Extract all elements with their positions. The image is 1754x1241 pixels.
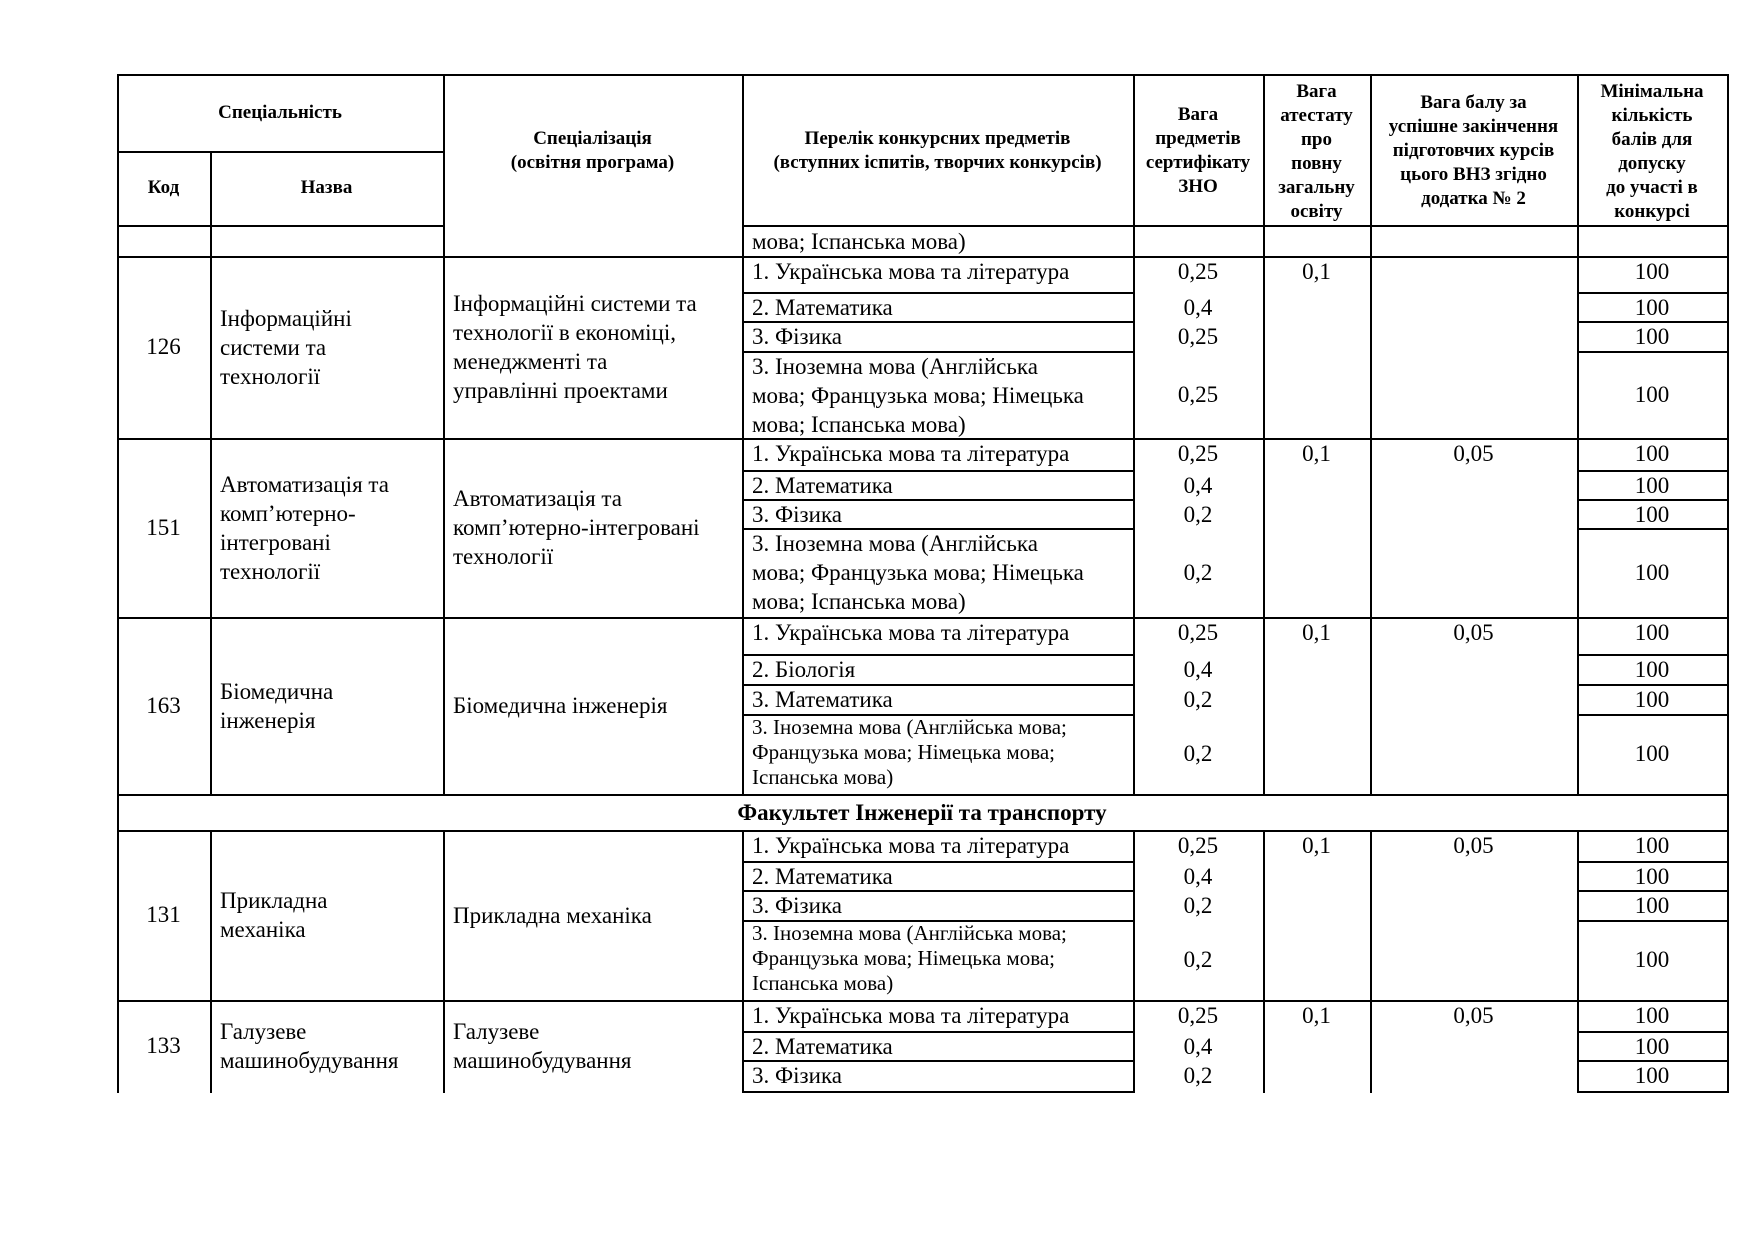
table-rule (1370, 256, 1372, 440)
subject-item: 2. Математика (752, 473, 893, 498)
table-rule (1263, 617, 1265, 796)
min-score: 100 (1634, 833, 1670, 858)
min-score: 100 (1634, 502, 1670, 527)
table-rule (1133, 256, 1135, 440)
table-rule (117, 830, 119, 1002)
table-rule (443, 438, 445, 619)
table-rule (1577, 714, 1729, 716)
table-rule (1133, 225, 1135, 258)
table-rule (742, 617, 744, 796)
zno-weight: 0,4 (1183, 295, 1213, 320)
table-rule (117, 225, 119, 258)
table-rule (1577, 225, 1579, 258)
zno-weight: 0,2 (1183, 893, 1213, 918)
specialty-name: Інформаційні системи та технології (220, 305, 352, 389)
table-rule (1577, 256, 1579, 440)
zno-weight: 0,25 (1177, 1003, 1219, 1028)
specialty-code: 126 (146, 334, 181, 359)
table-rule (210, 830, 212, 1002)
carryover-text: мова; Іспанська мова) (752, 229, 966, 254)
specialty-code: 133 (146, 1032, 181, 1058)
subject-item: 3. Іноземна мова (Англійська мова; Французька мова; Німецька мова; Іспанська мова) (752, 531, 1084, 614)
zno-weight: 0,25 (1177, 620, 1219, 645)
subject-item: 2. Математика (752, 295, 893, 320)
zno-weight: 0,4 (1183, 473, 1213, 498)
table-rule (1727, 74, 1729, 227)
zno-weight: 0,25 (1177, 441, 1219, 466)
specialization: Галузеве машинобудування (453, 1018, 632, 1073)
table-rule (210, 617, 212, 796)
header-min-score: Мінімальна кількість балів для допуску до участі в конкурсі (1600, 81, 1704, 222)
certificate-weight: 0,1 (1302, 620, 1331, 645)
header-code: Код (147, 177, 180, 198)
table-rule (443, 74, 445, 227)
table-rule (117, 794, 1729, 796)
min-score: 100 (1634, 324, 1670, 349)
table-rule (1133, 830, 1135, 1002)
table-rule (1370, 617, 1372, 796)
zno-weight: 0,2 (1183, 559, 1213, 585)
subject-item: 1. Українська мова та література (752, 259, 1070, 284)
table-rule (742, 225, 744, 258)
table-rule (117, 74, 119, 227)
faculty-title: Факультет Інженерії та транспорту (737, 800, 1107, 825)
table-rule (742, 256, 744, 440)
table-rule (1133, 74, 1135, 227)
zno-weight: 0,25 (1177, 259, 1219, 284)
table-rule (1577, 74, 1579, 227)
table-rule (1133, 617, 1135, 796)
min-score: 100 (1634, 741, 1670, 766)
table-rule (1577, 920, 1729, 922)
table-rule (117, 438, 119, 619)
specialty-name: Галузеве машинобудування (220, 1018, 399, 1073)
min-score: 100 (1634, 559, 1670, 585)
header-specialization: Спеціалізація (освітня програма) (510, 128, 675, 173)
courses-weight: 0,05 (1453, 1003, 1494, 1028)
min-score: 100 (1634, 947, 1670, 972)
certificate-weight: 0,1 (1302, 1003, 1331, 1028)
table-rule (1263, 74, 1265, 227)
header-subjects: Перелік конкурсних предметів (вступних іспитів, творчих конкурсів) (773, 128, 1102, 173)
min-score: 100 (1634, 381, 1670, 407)
table-rule (443, 256, 445, 440)
table-rule (117, 794, 119, 832)
specialty-code: 151 (146, 514, 181, 540)
table-rule (1727, 830, 1729, 1002)
table-rule (1263, 438, 1265, 619)
header-certificate-weight: Вага атестату про повну загальну освіту (1278, 81, 1355, 222)
table-rule (117, 1000, 119, 1093)
table-rule (1577, 1000, 1579, 1093)
zno-weight: 0,4 (1183, 1034, 1213, 1059)
zno-weight: 0,2 (1183, 1063, 1213, 1088)
table-rule (210, 151, 212, 227)
subject-item: 3. Математика (752, 687, 893, 712)
min-score: 100 (1634, 295, 1670, 320)
certificate-weight: 0,1 (1302, 833, 1331, 858)
table-rule (1727, 794, 1729, 832)
table-rule (1263, 256, 1265, 440)
subject-item: 1. Українська мова та література (752, 620, 1070, 645)
table-rule (210, 256, 212, 440)
subject-item: 1. Українська мова та література (752, 833, 1070, 858)
zno-weight: 0,2 (1183, 687, 1213, 712)
min-score: 100 (1634, 473, 1670, 498)
zno-weight: 0,4 (1183, 864, 1213, 889)
header-courses-weight: Вага балу за успішне закінчення підготовчих курсів цього ВНЗ згідно додатка № 2 (1388, 92, 1559, 209)
subject-item: 2. Математика (752, 1034, 893, 1059)
header-name: Назва (300, 177, 353, 198)
courses-weight: 0,05 (1453, 620, 1494, 645)
subject-item: 3. Фізика (752, 1063, 842, 1088)
table-rule (443, 1000, 445, 1093)
table-rule (1263, 225, 1265, 258)
table-rule (1577, 617, 1579, 796)
table-rule (1577, 1091, 1729, 1093)
specialty-name: Біомедична інженерія (220, 678, 334, 733)
table-rule (210, 225, 212, 258)
table-rule (117, 256, 119, 440)
subject-item: 3. Фізика (752, 893, 842, 918)
table-rule (1727, 256, 1729, 440)
min-score: 100 (1634, 620, 1670, 645)
table-rule (1133, 1000, 1135, 1093)
zno-weight: 0,2 (1183, 502, 1213, 527)
header-specialty: Спеціальність (218, 102, 342, 123)
zno-weight: 0,2 (1183, 947, 1213, 972)
header-zno-weight: Вага предметів сертифікату ЗНО (1145, 104, 1251, 197)
table-rule (742, 74, 744, 227)
certificate-weight: 0,1 (1302, 441, 1331, 466)
min-score: 100 (1634, 441, 1670, 466)
min-score: 100 (1634, 259, 1670, 284)
subject-item: 3. Іноземна мова (Англійська мова; Французька мова; Німецька мова; Іспанська мова) (752, 715, 1067, 789)
table-rule (210, 438, 212, 619)
specialization: Інформаційні системи та технології в економіці, менеджменті та управлінні проектами (453, 291, 697, 403)
table-rule (742, 1091, 1135, 1093)
table-rule (210, 1000, 212, 1093)
table-rule (443, 225, 445, 258)
min-score: 100 (1634, 1003, 1670, 1028)
subject-item: 3. Іноземна мова (Англійська мова; Французька мова; Німецька мова; Іспанська мова) (752, 354, 1084, 437)
table-rule (1727, 1000, 1729, 1093)
specialization: Автоматизація та комп’ютерно-інтегровані технології (453, 486, 700, 569)
table-rule (1577, 830, 1579, 1002)
table-rule (443, 830, 445, 1002)
zno-weight: 0,25 (1177, 381, 1219, 407)
subject-item: 3. Фізика (752, 502, 842, 527)
specialty-name: Прикладна механіка (220, 888, 328, 942)
table-rule (1370, 225, 1372, 258)
table-rule (1370, 1000, 1372, 1093)
table-rule (1727, 225, 1729, 258)
specialization: Біомедична інженерія (453, 693, 668, 718)
table-rule (117, 151, 445, 153)
table-rule (1263, 830, 1265, 1002)
certificate-weight: 0,1 (1302, 259, 1331, 284)
zno-weight: 0,25 (1177, 833, 1219, 858)
table-rule (117, 225, 445, 227)
table-rule (742, 830, 744, 1002)
subject-item: 1. Українська мова та література (752, 1003, 1070, 1028)
min-score: 100 (1634, 1034, 1670, 1059)
specialty-code: 163 (146, 692, 181, 718)
min-score: 100 (1634, 864, 1670, 889)
min-score: 100 (1634, 893, 1670, 918)
table-rule (1370, 830, 1372, 1002)
table-rule (1263, 1000, 1265, 1093)
table-rule (117, 74, 1729, 76)
subject-item: 3. Іноземна мова (Англійська мова; Французька мова; Німецька мова; Іспанська мова) (752, 921, 1067, 995)
table-rule (742, 1000, 744, 1093)
zno-weight: 0,25 (1177, 324, 1219, 349)
courses-weight: 0,05 (1453, 833, 1494, 858)
table-rule (443, 617, 445, 796)
table-rule (1370, 438, 1372, 619)
min-score: 100 (1634, 1063, 1670, 1088)
table-rule (117, 617, 119, 796)
subject-item: 2. Біологія (752, 657, 856, 682)
table-rule (1727, 617, 1729, 796)
specialty-name: Автоматизація та комп’ютерно- інтегровані технології (220, 471, 389, 584)
subject-item: 1. Українська мова та література (752, 441, 1070, 466)
table-rule (1577, 351, 1729, 353)
min-score: 100 (1634, 657, 1670, 682)
courses-weight: 0,05 (1453, 441, 1494, 466)
subject-item: 3. Фізика (752, 324, 842, 349)
zno-weight: 0,2 (1183, 741, 1213, 766)
specialization: Прикладна механіка (453, 902, 652, 928)
table-rule (1370, 74, 1372, 227)
zno-weight: 0,4 (1183, 657, 1213, 682)
specialty-code: 131 (146, 902, 181, 927)
min-score: 100 (1634, 687, 1670, 712)
subject-item: 2. Математика (752, 864, 893, 889)
